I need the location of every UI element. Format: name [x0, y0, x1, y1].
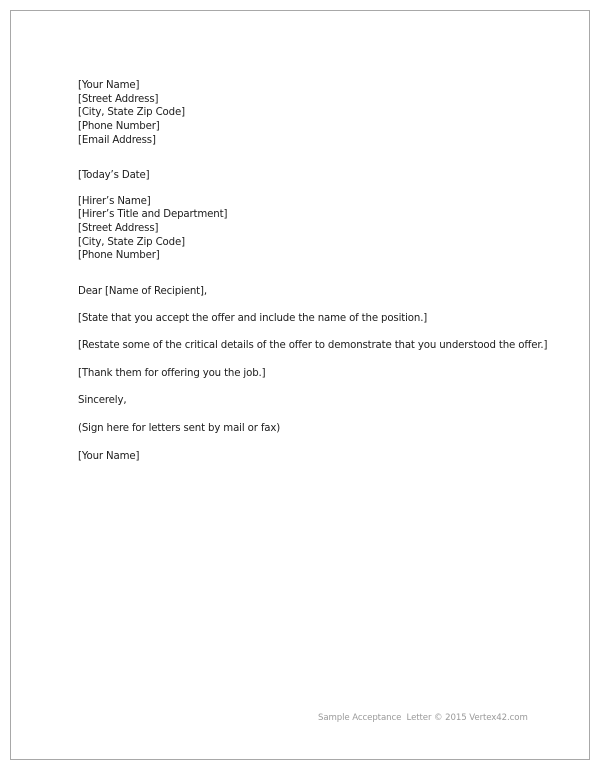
recipient-title-department: [Hirer’s Title and Department] — [78, 209, 228, 220]
signature-name: [Your Name] — [78, 451, 140, 462]
recipient-city-state-zip: [City, State Zip Code] — [78, 237, 185, 248]
body-paragraph-accept: [State that you accept the offer and include the name of the position.] — [78, 313, 428, 324]
recipient-street: [Street Address] — [78, 223, 159, 234]
closing: Sincerely, — [78, 395, 127, 406]
recipient-phone: [Phone Number] — [78, 250, 160, 261]
signature-note: (Sign here for letters sent by mail or fax) — [78, 423, 281, 434]
body-paragraph-thanks: [Thank them for offering you the job.] — [78, 368, 266, 379]
sender-name: [Your Name] — [78, 80, 140, 91]
salutation: Dear [Name of Recipient], — [78, 286, 207, 297]
letter-date: [Today’s Date] — [78, 170, 150, 181]
sender-email: [Email Address] — [78, 135, 156, 146]
sender-street: [Street Address] — [78, 94, 159, 105]
sender-city-state-zip: [City, State Zip Code] — [78, 107, 185, 118]
sender-phone: [Phone Number] — [78, 121, 160, 132]
body-paragraph-details: [Restate some of the critical details of the offer to demonstrate that you understood the offer.] — [78, 340, 548, 351]
page-footer: Sample Acceptance Letter © 2015 Vertex42.com — [318, 713, 528, 723]
recipient-name: [Hirer’s Name] — [78, 196, 151, 207]
